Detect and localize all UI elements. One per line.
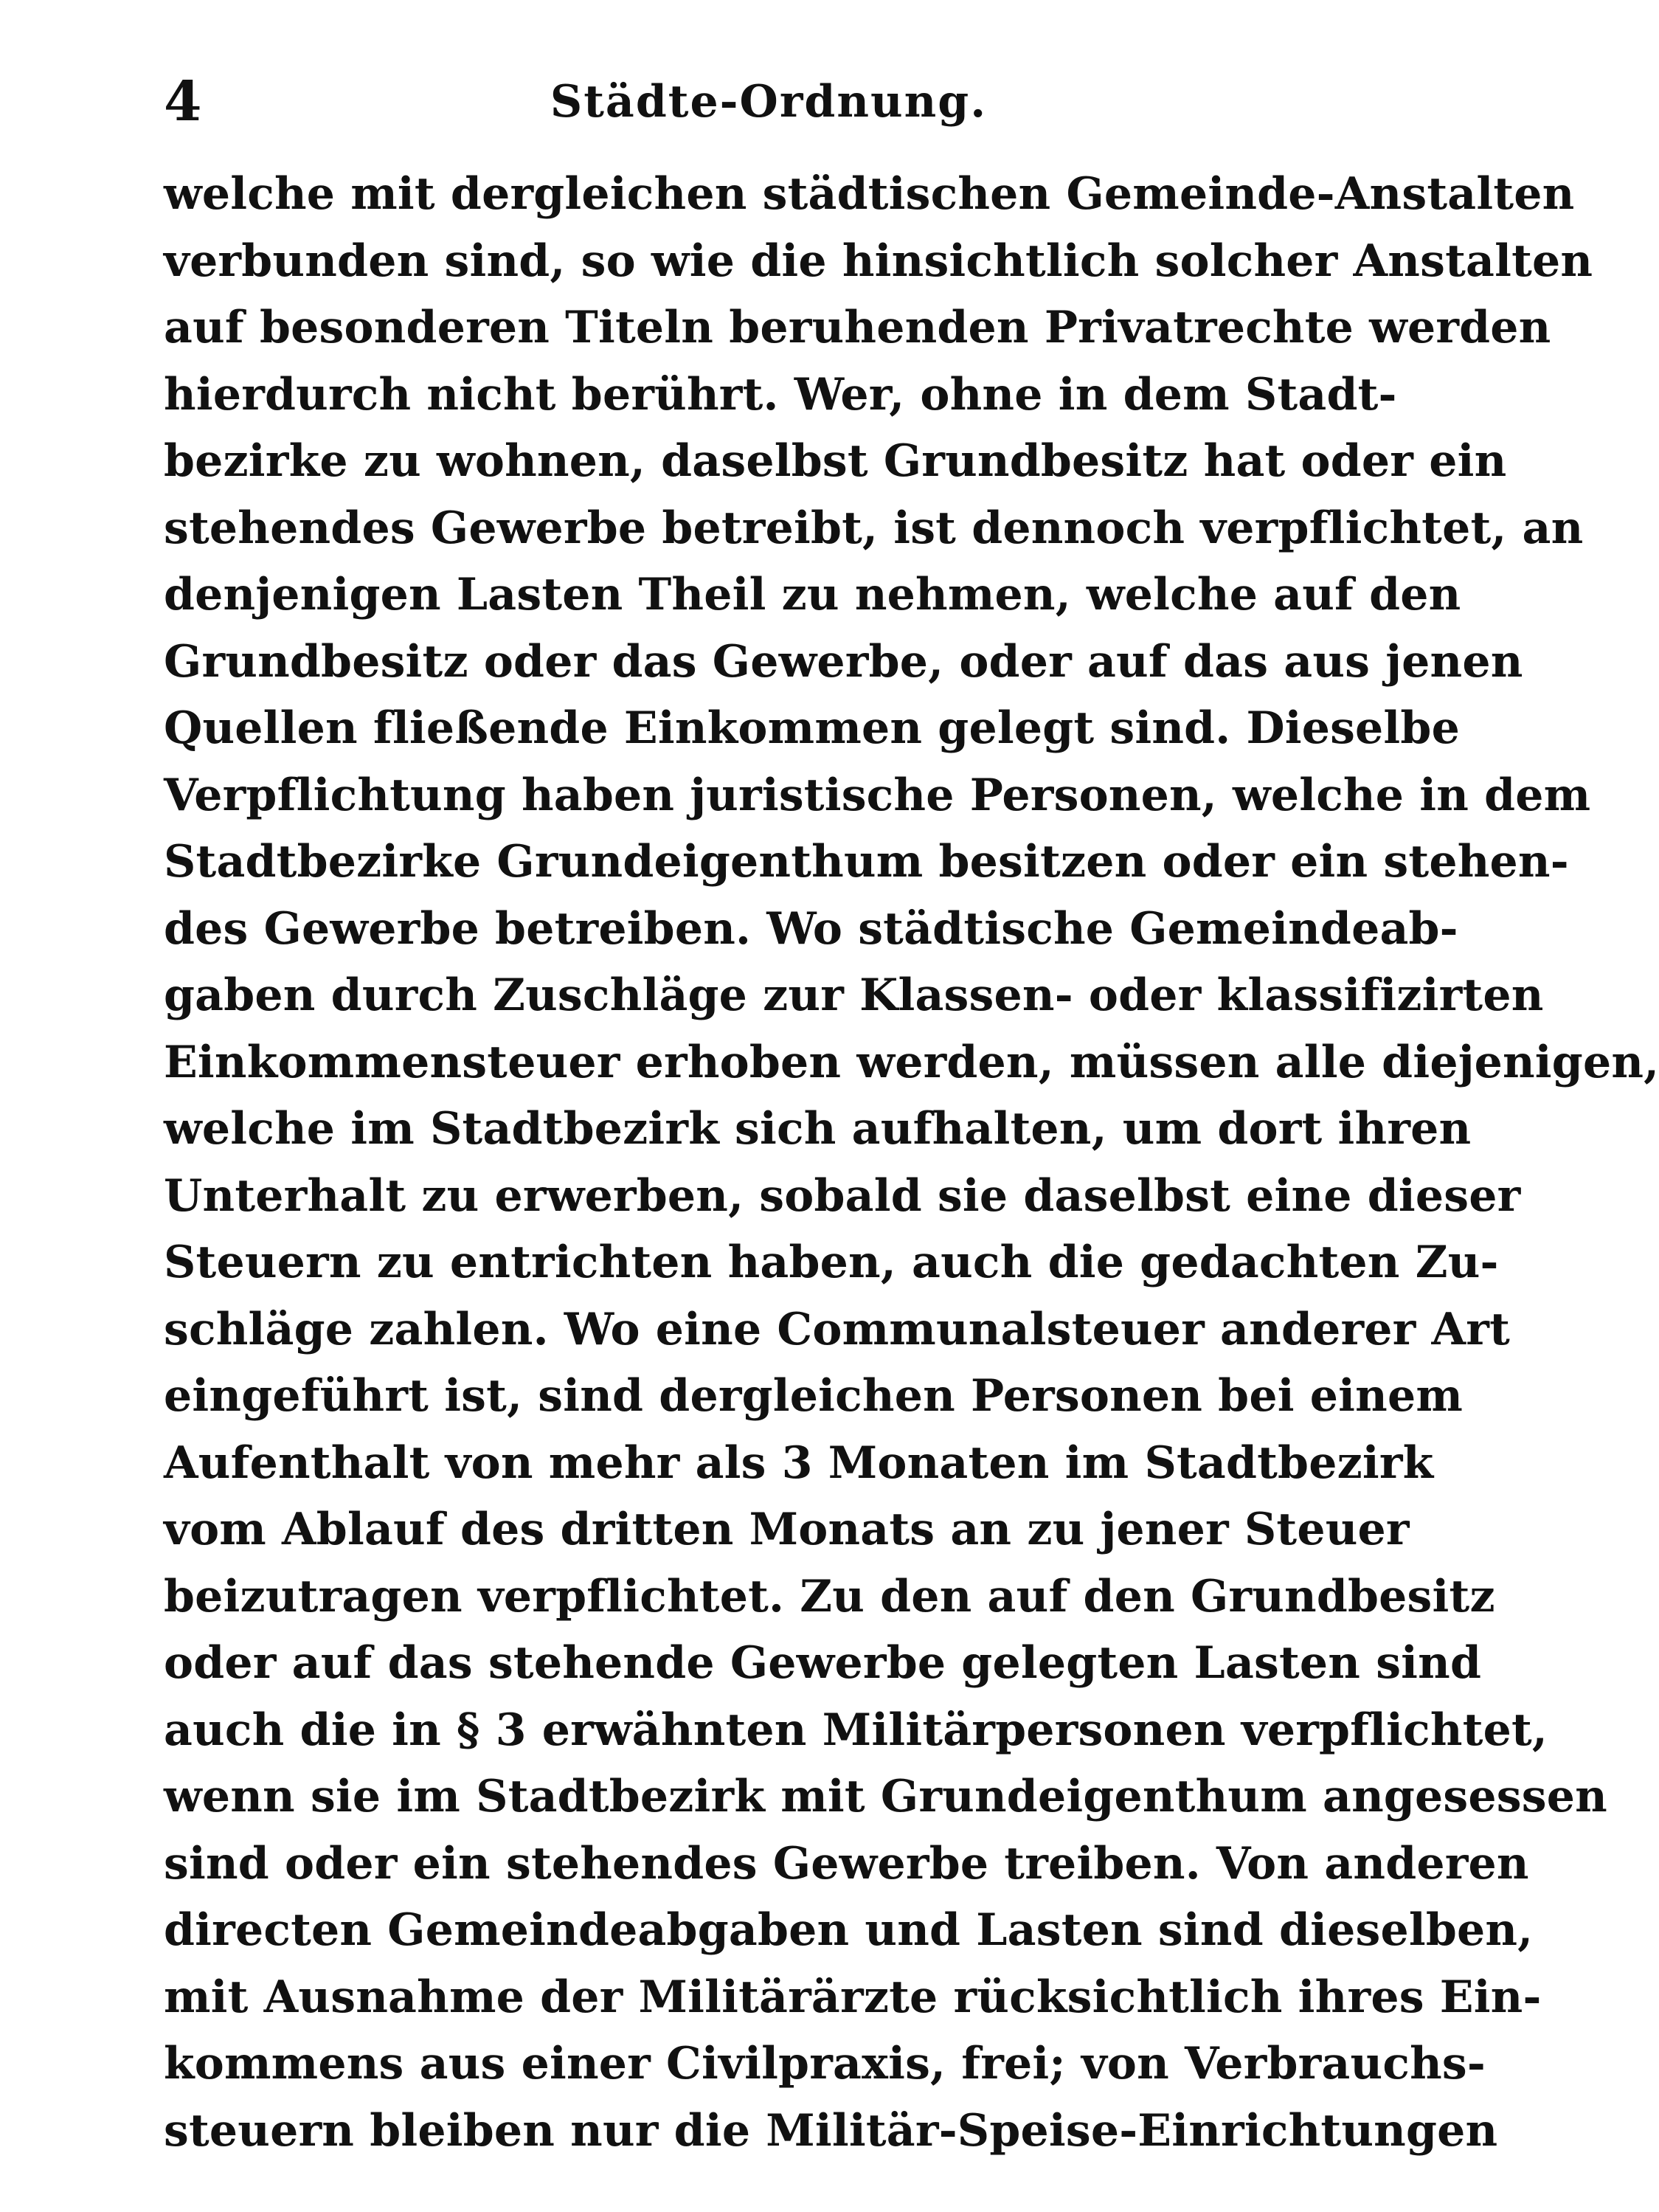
text-line: verbunden sind, so wie die hinsichtlich solcher Anstalten: [164, 235, 1593, 287]
text-line: Stadtbezirke Grundeigenthum besitzen oder ein stehen-: [164, 836, 1569, 888]
text-line: steuern bleiben nur die Militär-Speise-Einrichtungen: [164, 2104, 1498, 2157]
page-number: 4: [164, 70, 202, 134]
text-line: gaben durch Zuschläge zur Klassen- oder klassifizirten: [164, 970, 1544, 1021]
text-line: Aufenthalt von mehr als 3 Monaten im Stadtbezirk: [164, 1437, 1434, 1489]
text-line: Einkommensteuer erhoben werden, müssen alle diejenigen,: [164, 1036, 1659, 1088]
text-line: welche im Stadtbezirk sich aufhalten, um dort ihren: [164, 1103, 1472, 1155]
text-line: hierdurch nicht berührt. Wer, ohne in dem Stadt-: [164, 368, 1397, 421]
text-line: schläge zahlen. Wo eine Communalsteuer anderer Art: [164, 1303, 1511, 1355]
text-line: denjenigen Lasten Theil zu nehmen, welche auf den: [164, 569, 1461, 621]
text-line: bezirke zu wohnen, daselbst Grundbesitz hat oder ein: [164, 435, 1507, 487]
text-line: sind oder ein stehendes Gewerbe treiben. Von anderen: [164, 1837, 1529, 1890]
text-line: stehendes Gewerbe betreibt, ist dennoch verpflichtet, an: [164, 502, 1584, 554]
text-line: directen Gemeindeabgaben und Lasten sind dieselben,: [164, 1904, 1534, 1956]
text-line: oder auf das stehende Gewerbe gelegten Lasten sind: [164, 1637, 1482, 1689]
page-header: [164, 59, 1374, 148]
text-line: welche mit dergleichen städtischen Gemeinde-Anstalten: [164, 168, 1575, 220]
text-line: mit Ausnahme der Militärärzte rücksichtlich ihres Ein-: [164, 1971, 1542, 2023]
running-title: Städte-Ordnung.: [550, 76, 988, 128]
text-line: wenn sie im Stadtbezirk mit Grundeigenthum angesessen: [164, 1771, 1607, 1822]
text-line: des Gewerbe betreiben. Wo städtische Gemeindeab-: [164, 902, 1458, 955]
text-line: vom Ablauf des dritten Monats an zu jener Steuer: [164, 1504, 1410, 1555]
text-line: Grundbesitz oder das Gewerbe, oder auf das aus jenen: [164, 635, 1523, 688]
text-line: Steuern zu entrichten haben, auch die gedachten Zu-: [164, 1237, 1499, 1288]
text-line: auch die in § 3 erwähnten Militärpersonen verpflichtet,: [164, 1704, 1548, 1756]
text-line: eingeführt ist, sind dergleichen Personen bei einem: [164, 1370, 1464, 1422]
text-line: beizutragen verpflichtet. Zu den auf den Grundbesitz: [164, 1570, 1495, 1622]
text-line: auf besonderen Titeln beruhenden Privatrechte werden: [164, 302, 1551, 353]
text-line: Unterhalt zu erwerben, sobald sie daselbst eine dieser: [164, 1169, 1521, 1222]
text-line: Quellen fließende Einkommen gelegt sind. Dieselbe: [164, 702, 1460, 754]
body-text: [164, 161, 1659, 2164]
text-line: Verpflichtung haben juristische Personen, welche in dem: [164, 769, 1591, 821]
text-line: kommens aus einer Civilpraxis, frei; von Verbrauchs-: [164, 2038, 1486, 2090]
